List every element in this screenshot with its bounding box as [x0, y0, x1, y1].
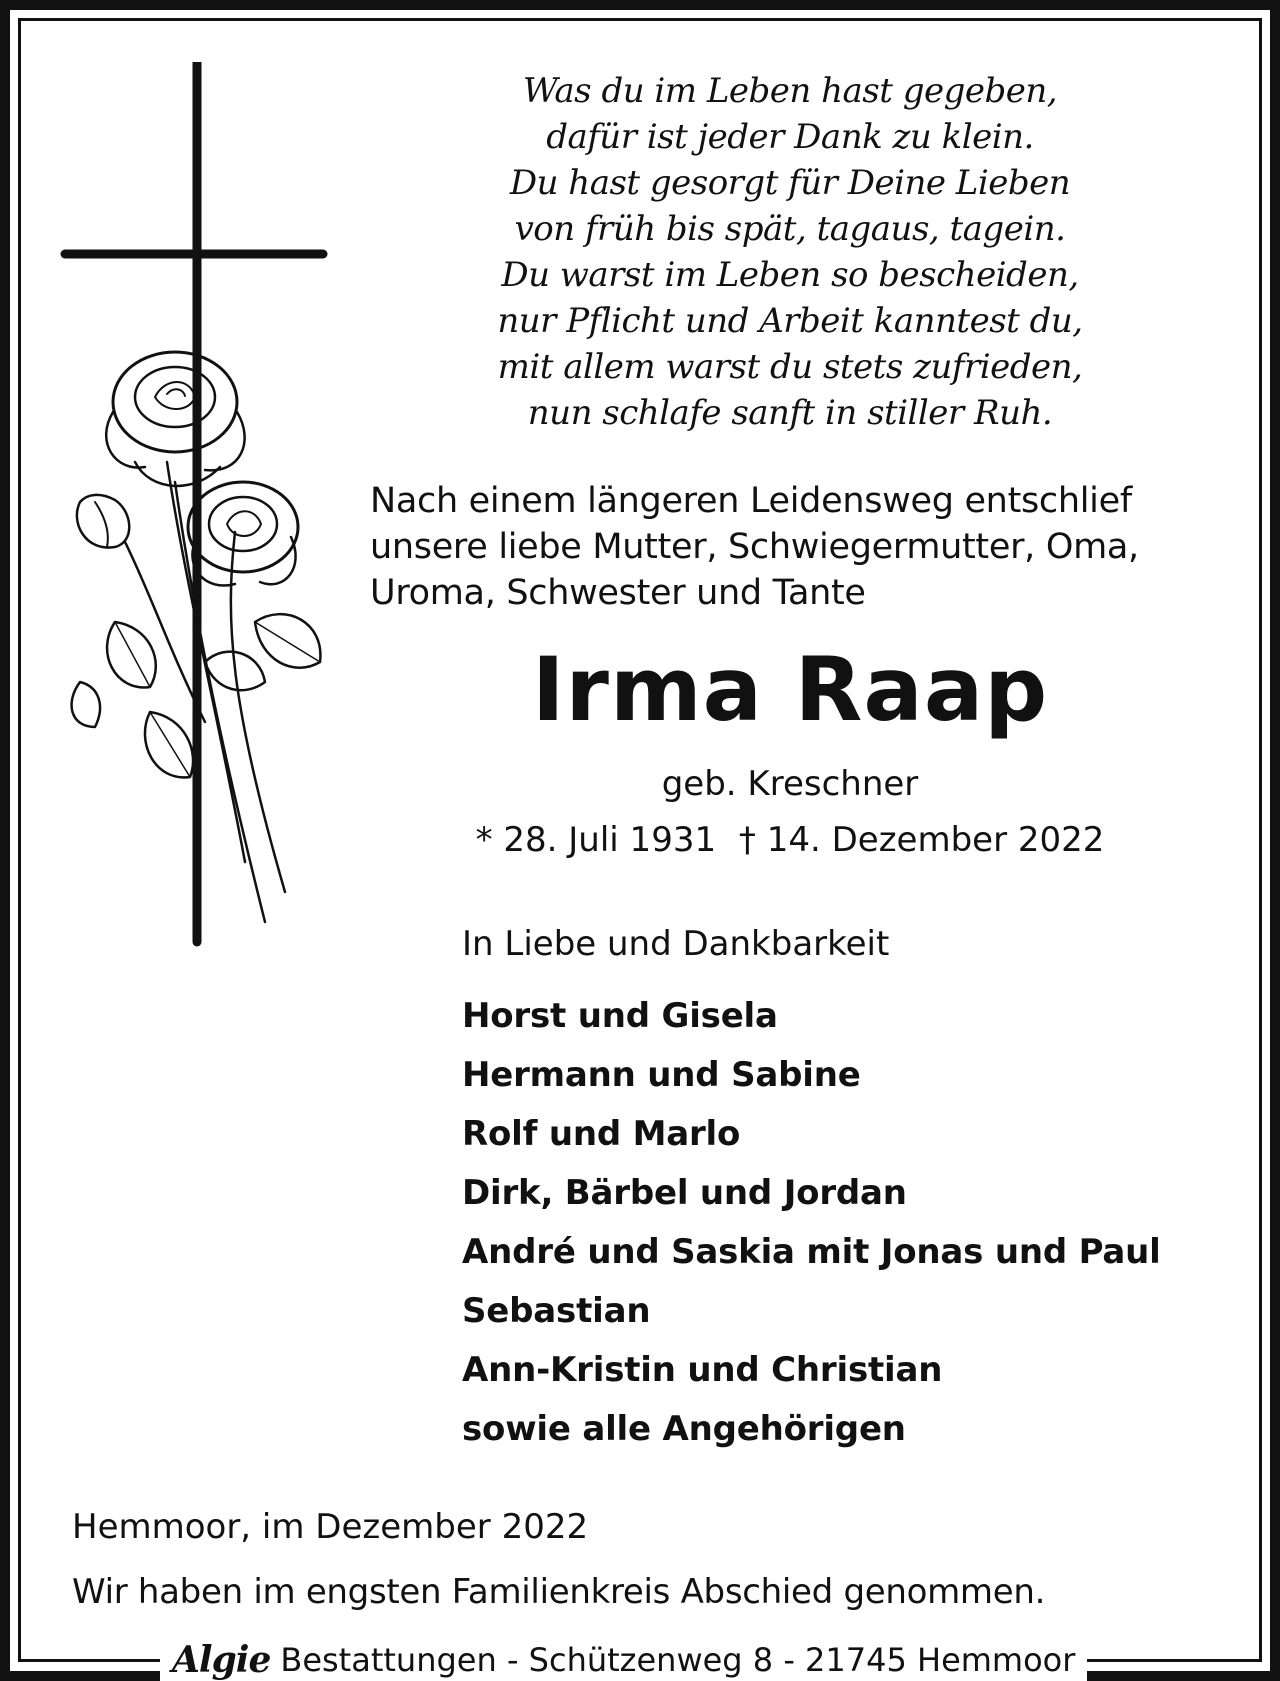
mourner-entry: Horst und Gisela — [462, 996, 778, 1036]
mourner-entry: Dirk, Bärbel und Jordan — [462, 1173, 907, 1213]
announcement-line: Uroma, Schwester und Tante — [370, 573, 866, 613]
poem-line: Was du im Leben hast gegeben, — [522, 71, 1058, 111]
funeral-home-footer — [160, 1639, 1087, 1681]
announcement-text — [370, 478, 1220, 616]
death-date: † 14. Dezember 2022 — [738, 820, 1105, 860]
mourner-entry: Rolf und Marlo — [462, 1114, 741, 1154]
mourner-entry: Hermann und Sabine — [462, 1055, 861, 1095]
memorial-poem — [440, 68, 1140, 436]
mourner-entry: Ann-Kristin und Christian — [462, 1350, 943, 1390]
poem-line: nun schlafe sanft in stiller Ruh. — [527, 393, 1053, 433]
mourner-entry: sowie alle Angehörigen — [462, 1409, 906, 1449]
poem-line: Du warst im Leben so bescheiden, — [501, 255, 1079, 295]
funeral-home-logo: Algie — [172, 1639, 271, 1681]
farewell-note: Wir haben im engsten Familienkreis Abschied genommen. — [72, 1572, 1046, 1612]
mourner-entry: André und Saskia mit Jonas und Paul — [462, 1232, 1161, 1272]
announcement-line: Nach einem längeren Leidensweg entschlief — [370, 481, 1132, 521]
announcement-line: unsere liebe Mutter, Schwiegermutter, Oma, — [370, 527, 1139, 567]
birth-date: * 28. Juli 1931 — [475, 820, 717, 860]
poem-line: von früh bis spät, tagaus, tagein. — [514, 209, 1066, 249]
poem-line: dafür ist jeder Dank zu klein. — [546, 117, 1034, 157]
poem-line: nur Pflicht und Arbeit kanntest du, — [497, 301, 1083, 341]
funeral-home-address: Bestattungen - Schützenweg 8 - 21745 Hemmoor — [280, 1641, 1076, 1679]
poem-line: Du hast gesorgt für Deine Lieben — [509, 163, 1071, 203]
cross-with-roses-icon — [55, 62, 335, 952]
place-and-date: Hemmoor, im Dezember 2022 — [72, 1507, 589, 1547]
mourner-entry: Sebastian — [462, 1291, 651, 1331]
life-dates — [440, 818, 1140, 862]
poem-line: mit allem warst du stets zufrieden, — [497, 347, 1083, 387]
dedication-line: In Liebe und Dankbarkeit — [462, 924, 890, 964]
maiden-name: geb. Kreschner — [661, 764, 919, 804]
mourners-list — [462, 987, 1252, 1459]
deceased-name: Irma Raap — [531, 638, 1049, 741]
